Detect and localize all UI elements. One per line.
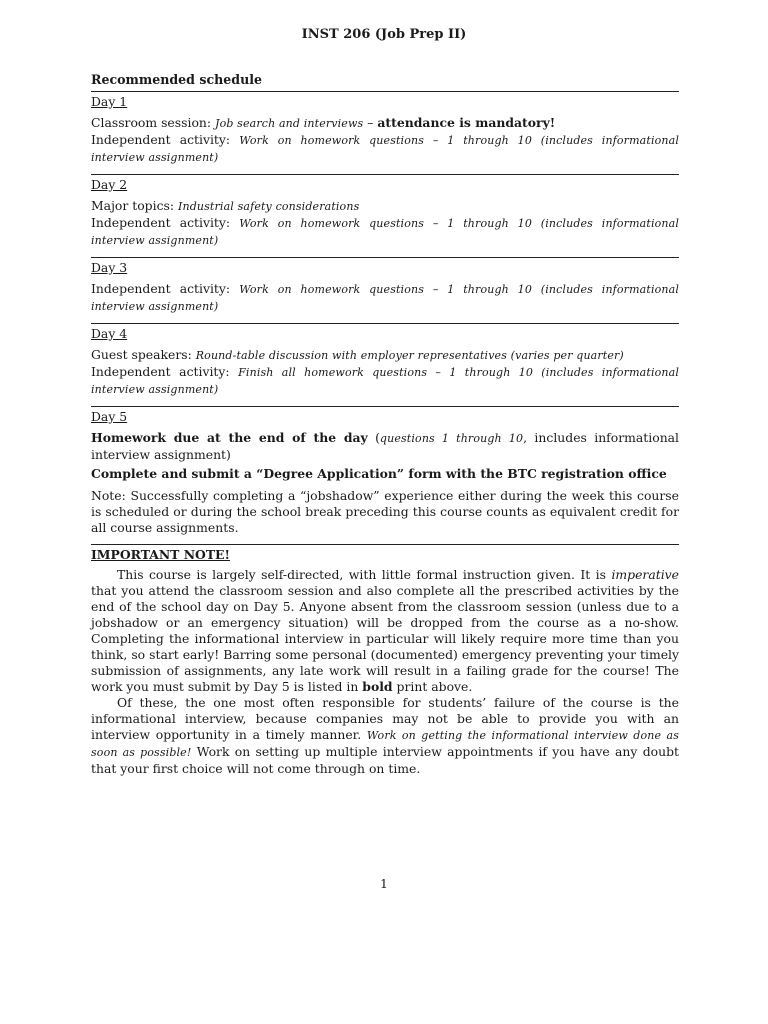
- important-paragraph-1: [91, 567, 679, 695]
- schedule-heading: Recommended schedule: [91, 72, 263, 87]
- schedule-line: [91, 198, 679, 215]
- homework-line: [91, 430, 679, 463]
- homework-bold: Homework due at the end of the day: [91, 430, 368, 445]
- line-prefix: Independent activity:: [91, 281, 240, 296]
- line-prefix: Classroom session:: [91, 115, 216, 130]
- line-prefix: Independent activity:: [91, 364, 239, 379]
- line-bold: attendance is mandatory!: [377, 115, 556, 130]
- line-italic: Round-table discussion with employer representatives (varies per quarter): [195, 349, 624, 362]
- day-label: Day 4: [91, 326, 128, 341]
- document-title: INST 206 (Job Prep II): [301, 27, 467, 42]
- jobshadow-note: Note: Successfully completing a “jobshadow” experience either during the week this course is scheduled or during the school break preceding this course counts as equivalent credit for all course assignments.: [91, 488, 679, 535]
- schedule-line: [91, 347, 679, 364]
- homework-italic: questions 1 through 10: [379, 432, 524, 445]
- document-body: [91, 72, 679, 777]
- day-label: Day 2: [91, 177, 128, 192]
- para-italic: Work on getting the informational interview done as soon as possible!: [91, 729, 680, 759]
- schedule-line: [91, 281, 679, 315]
- day-section: [91, 92, 679, 174]
- schedule-line: [91, 132, 679, 166]
- line-italic: Industrial safety considerations: [177, 200, 360, 213]
- day-section: [91, 175, 679, 257]
- page-number: 1: [380, 876, 388, 891]
- day-label: Day 3: [91, 260, 128, 275]
- day-section: [91, 258, 679, 323]
- day-section: [91, 407, 679, 544]
- important-heading: IMPORTANT NOTE!: [91, 547, 230, 562]
- day-section: [91, 324, 679, 406]
- line-italic: Job search and interviews: [215, 117, 364, 130]
- line-italic: Work on homework questions – 1 through 10 (includes informational interview assignment): [91, 283, 679, 313]
- important-section: [91, 547, 679, 777]
- schedule-line: [91, 115, 679, 132]
- day-label: Day 5: [91, 409, 128, 424]
- homework-open: (: [367, 430, 380, 445]
- para-text: that you attend the classroom session and also complete all the prescribed activities by the end of the school day on Day 5. Anyone absent from the classroom session (unless due to a jobshadow or an emergency situation) will be dropped from the course as a no-show. Completing the informational interview in particular will likely require more time than you think, so start early! Barring some personal (documented) emergency preventing your timely submission of assignments, any late work will result in a failing grade for the course! The work you must submit by Day 5 is listed in: [91, 583, 679, 694]
- important-paragraph-2: [91, 695, 679, 777]
- line-italic: Work on homework questions – 1 through 10 (includes informational interview assignment): [91, 134, 679, 164]
- degree-application-line: Complete and submit a “Degree Application” form with the BTC registration office: [91, 466, 667, 481]
- para-text: print above.: [392, 679, 473, 694]
- line-italic: Work on homework questions – 1 through 10 (includes informational interview assignment): [91, 217, 679, 247]
- day-label: Day 1: [91, 94, 128, 109]
- line-prefix: Guest speakers:: [91, 347, 196, 362]
- para-text: Work on setting up multiple interview appointments if you have any doubt that your first choice will not come through on time.: [91, 744, 679, 776]
- line-italic: Finish all homework questions – 1 through 10 (includes informational interview assignment): [91, 366, 679, 396]
- para-text: This course is largely self-directed, with little formal instruction given. It is: [117, 567, 612, 582]
- line-prefix: Independent activity:: [91, 132, 240, 147]
- schedule-line: [91, 215, 679, 249]
- homework-rest: , includes informational interview assignment): [91, 430, 680, 462]
- para-bold: bold: [362, 679, 393, 694]
- line-suffix: –: [363, 115, 378, 130]
- schedule-line: [91, 364, 679, 398]
- para-text: Of these, the one most often responsible for students’ failure of the course is the informational interview, because companies may not be able to provide you with an interview opportunity in a timely manner.: [91, 695, 679, 742]
- para-italic: imperative: [611, 567, 679, 582]
- section-rule: [91, 544, 679, 545]
- line-prefix: Independent activity:: [91, 215, 240, 230]
- line-prefix: Major topics:: [91, 198, 178, 213]
